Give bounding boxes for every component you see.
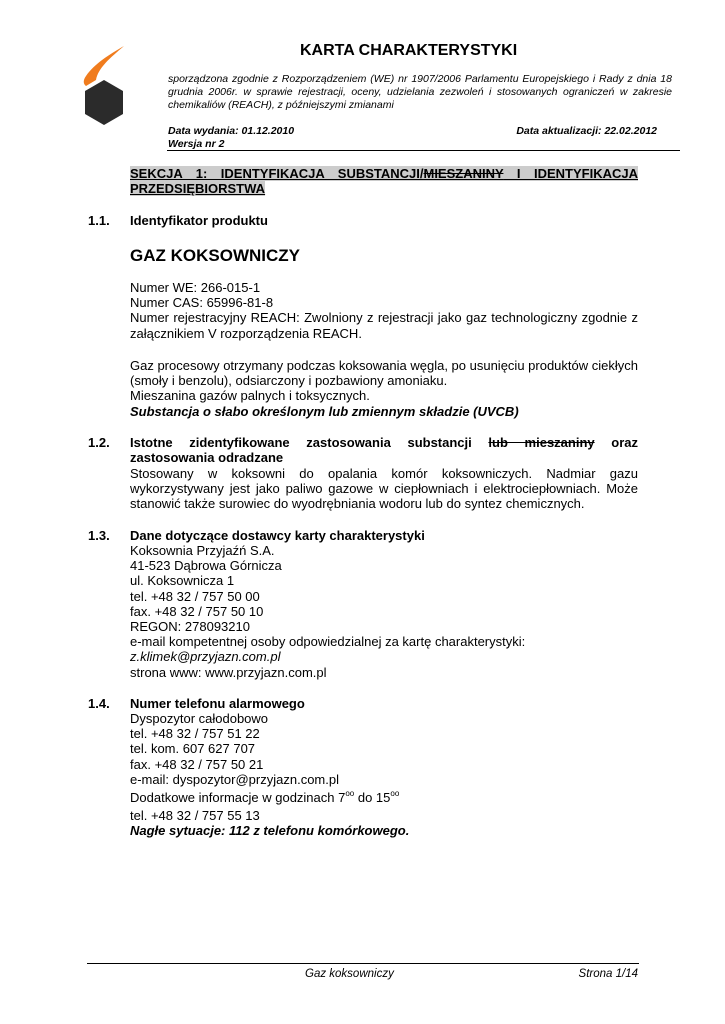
supplier-line: tel. +48 32 / 757 50 00 [130,588,260,604]
product-name: GAZ KOKSOWNICZY [130,246,300,265]
document-subtitle: sporządzona zgodnie z Rozporządzeniem (WE) nr 1907/2006 Parlamentu Europejskiego i Rady z dnia 18 grudnia 2006r. w sprawie rejestracji, oceny, udzielania zezwoleń i stosowanych ograniczeń w zakresie chemikaliów (REACH), z późniejszymi zmianami [168,73,672,111]
header-divider [167,150,680,151]
footer-page-number: Strona 1/14 [578,968,638,980]
emergency-line: fax. +48 32 / 757 50 21 [130,756,264,772]
version-number: Wersja nr 2 [168,138,225,150]
title-part: oraz zastosowania odradzane [130,435,638,466]
supplier-website: strona www: www.przyjazn.com.pl [130,664,327,680]
hours-line [130,790,638,805]
subsection-title: Dane dotyczące dostawcy karty charakterystyki [130,528,425,543]
hours-sup: oo [345,789,355,799]
document-title: KARTA CHARAKTERYSTYKI [300,42,518,59]
logo-hexagon-shape [85,80,123,125]
footer-product-name: Gaz koksowniczy [305,968,394,980]
subsection-number: 1.3. [88,528,110,543]
emergency-line: Dyspozytor całodobowo [130,711,269,726]
emergency-number: Nagłe sytuacje: 112 z telefonu komórkowego. [130,823,410,839]
product-description [130,358,638,419]
emergency-details [130,711,638,839]
we-number: Numer WE: 266-015-1 [130,280,261,295]
emergency-line: tel. +48 32 / 757 51 22 [130,726,260,742]
footer-divider [87,963,639,964]
hours-text: Dodatkowe informacje w godzinach 7 [130,790,346,806]
product-identifiers [130,280,638,341]
hours-text: do 15 [354,790,391,806]
logo-flame-shape [84,46,124,86]
supplier-line: e-mail kompetentnej osoby odpowiedzialnej za kartę charakterystyki: [130,634,526,650]
emergency-line: tel. kom. 607 627 707 [130,741,256,757]
uses-text: Stosowany w koksowni do opalania komór koksowniczych. Nadmiar gazu wykorzystywany jest jako paliwo gazowe w ciepłowniach i elektrociepłowniach. Może stanowić także surowiec do wyodrębniania wodoru lub do syntez chemicznych. [130,466,638,512]
subsection-number: 1.1. [88,213,110,228]
hours-sup: oo [390,789,400,799]
supplier-line: fax. +48 32 / 757 50 10 [130,603,264,619]
issue-date: Data wydania: 01.12.2010 [168,125,295,137]
subsection-title [130,435,638,465]
title-struck: lub mieszaniny [488,435,595,450]
title-part: Istotne zidentyfikowane zastosowania substancji [130,435,489,450]
subsection-title: Numer telefonu alarmowego [130,696,305,711]
update-date: Data aktualizacji: 22.02.2012 [516,125,657,137]
supplier-email: z.klimek@przyjazn.com.pl [130,649,281,665]
section-1-heading [130,166,638,196]
company-logo [80,46,128,126]
supplier-line: ul. Koksownicza 1 [130,573,235,589]
supplier-line: REGON: 278093210 [130,619,250,635]
mixture-text: Mieszanina gazów palnych i toksycznych. [130,388,370,404]
additional-phone: tel. +48 32 / 757 55 13 [130,808,260,824]
supplier-details [130,543,638,680]
cas-number: Numer CAS: 65996-81-8 [130,295,274,311]
supplier-line: Koksownia Przyjaźń S.A. [130,543,275,558]
issue-info [168,125,294,151]
subsection-number: 1.4. [88,696,110,711]
section-heading-part: SEKCJA 1: IDENTYFIKACJA SUBSTANCJI/ [130,166,424,181]
uvcb-text: Substancja o słabo określonym lub zmiennym składzie (UVCB) [130,403,519,419]
subsection-title: Identyfikator produktu [130,213,268,228]
emergency-line: e-mail: dyspozytor@przyjazn.com.pl [130,771,339,787]
section-heading-part: I IDENTYFIKACJA PRZEDSIĘBIORSTWA [130,166,638,196]
subsection-number: 1.2. [88,435,110,450]
description-text: Gaz procesowy otrzymany podczas koksowania węgla, po usunięciu produktów ciekłych (smoły i benzolu), odsiarczony i pozbawiony amoniaku. [130,358,638,389]
supplier-line: 41-523 Dąbrowa Górnicza [130,558,282,574]
section-heading-struck: MIESZANINY [423,166,504,181]
reach-number: Numer rejestracyjny REACH: Zwolniony z rejestracji jako gaz technologiczny zgodnie z załącznikiem V rozporządzenia REACH. [130,310,638,341]
